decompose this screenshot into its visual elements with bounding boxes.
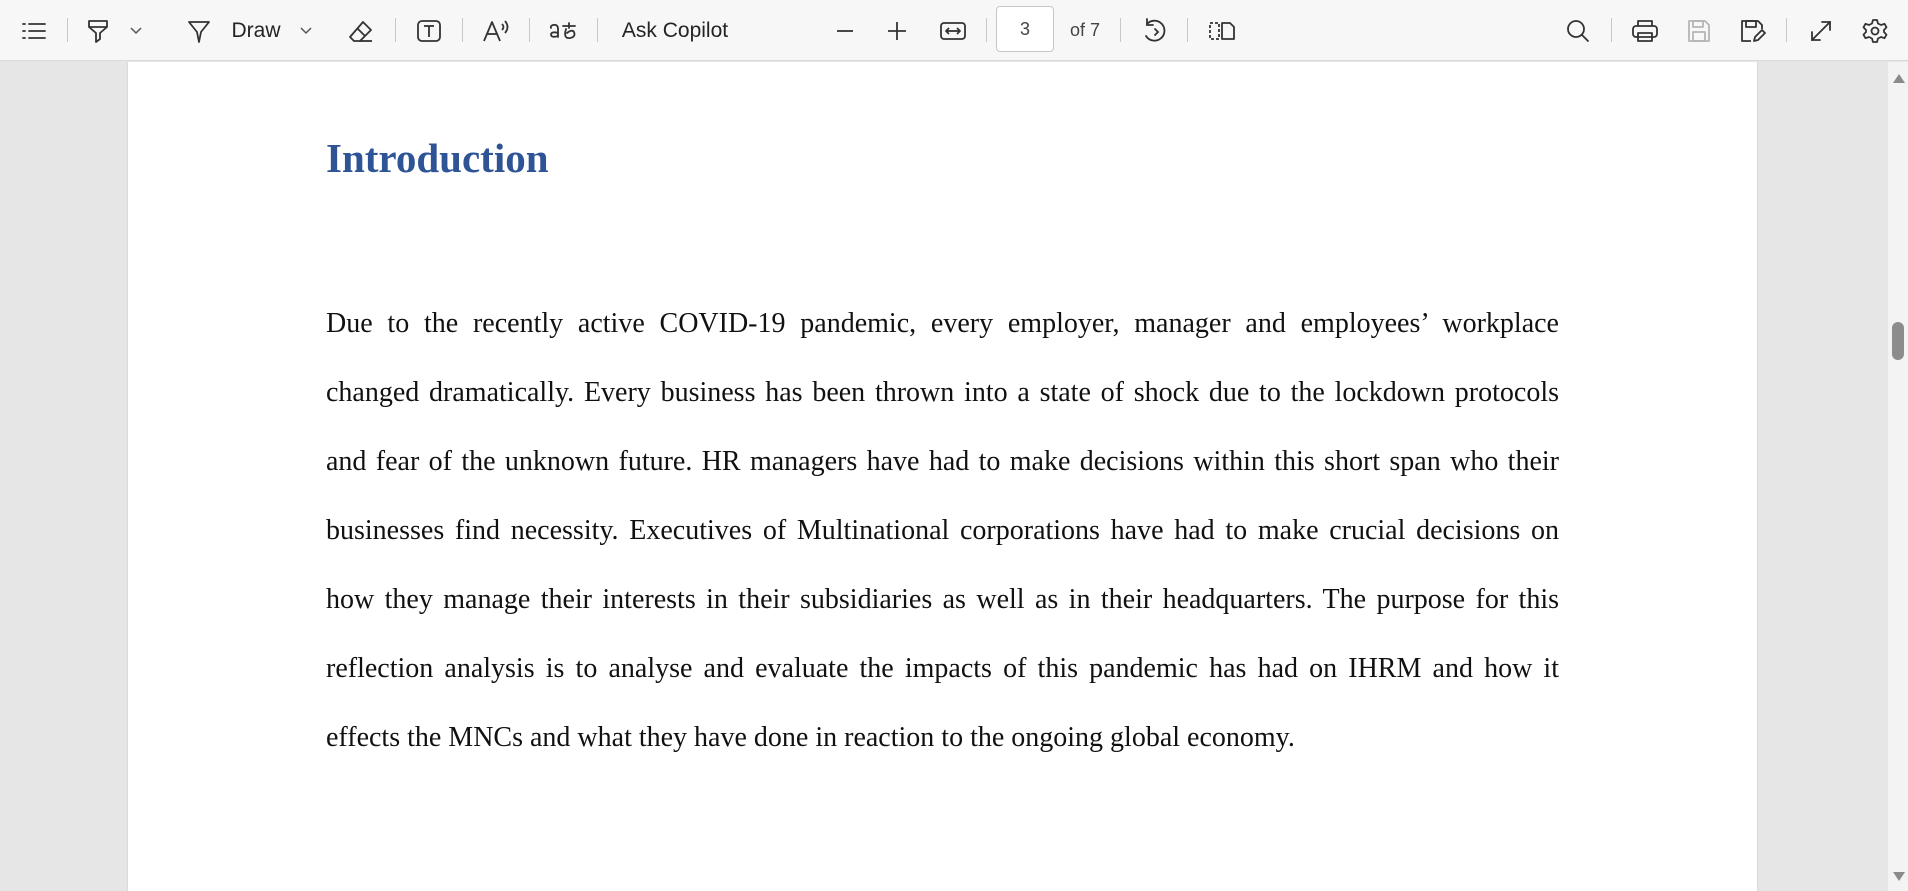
- toolbar-divider: [462, 18, 463, 42]
- ask-copilot-button[interactable]: Ask Copilot: [621, 18, 729, 42]
- text-box-icon[interactable]: [413, 0, 445, 61]
- vertical-scrollbar[interactable]: [1888, 62, 1908, 891]
- minus-icon[interactable]: [830, 0, 860, 61]
- toolbar-divider: [529, 18, 530, 42]
- pdf-page: [128, 62, 1757, 891]
- body-paragraph: Due to the recently active COVID-19 pandemic, every employer, manager and employees’ workplace changed dramatically. Every business has been thrown into a state of shock due to the lockdown protocols and fear of the unknown future. HR managers have had to make decisions within this short span who their businesses find necessity. Executives of Multinational corporations have had to make crucial decisions on how they manage their interests in their subsidiaries as well as in their headquarters. The purpose for this reflection analysis is to analyse and evaluate the impacts of this pandemic has had on IHRM and how it effects the MNCs and what they have done in reaction to the ongoing global economy.: [326, 308, 1559, 753]
- pdf-toolbar: [0, 0, 1908, 61]
- expand-icon[interactable]: [1805, 0, 1837, 61]
- fit-width-icon[interactable]: [938, 0, 968, 61]
- draw-button[interactable]: Draw: [231, 18, 281, 42]
- toolbar-divider: [395, 18, 396, 42]
- gear-icon[interactable]: [1859, 0, 1891, 61]
- pen-icon[interactable]: [184, 0, 214, 61]
- page-number-input[interactable]: 3: [996, 6, 1054, 52]
- toolbar-divider: [1611, 18, 1612, 42]
- save-icon[interactable]: [1683, 0, 1715, 61]
- page-count-label: of 7: [1070, 20, 1101, 40]
- toolbar-divider: [1187, 18, 1188, 42]
- plus-icon[interactable]: [882, 0, 912, 61]
- scroll-down-arrow-icon[interactable]: [1893, 872, 1905, 881]
- document-viewer[interactable]: [0, 62, 1888, 891]
- chevron-down-icon[interactable]: [296, 0, 316, 61]
- print-icon[interactable]: [1628, 0, 1662, 61]
- highlighter-icon[interactable]: [82, 0, 114, 61]
- list-icon[interactable]: [18, 0, 50, 61]
- section-heading: Introduction: [326, 135, 549, 181]
- toolbar-divider: [1120, 18, 1121, 42]
- scroll-thumb[interactable]: [1892, 322, 1904, 360]
- save-as-icon[interactable]: [1737, 0, 1769, 61]
- toolbar-divider: [1786, 18, 1787, 42]
- scroll-up-arrow-icon[interactable]: [1893, 74, 1905, 83]
- rotate-icon[interactable]: [1138, 0, 1172, 61]
- read-aloud-icon[interactable]: [480, 0, 512, 61]
- eraser-icon[interactable]: [345, 0, 377, 61]
- toolbar-divider: [986, 18, 987, 42]
- chevron-down-icon[interactable]: [126, 0, 146, 61]
- toolbar-divider: [597, 18, 598, 42]
- search-icon[interactable]: [1562, 0, 1594, 61]
- toolbar-divider: [67, 18, 68, 42]
- page-view-icon[interactable]: [1205, 0, 1239, 61]
- translate-icon[interactable]: [546, 0, 580, 61]
